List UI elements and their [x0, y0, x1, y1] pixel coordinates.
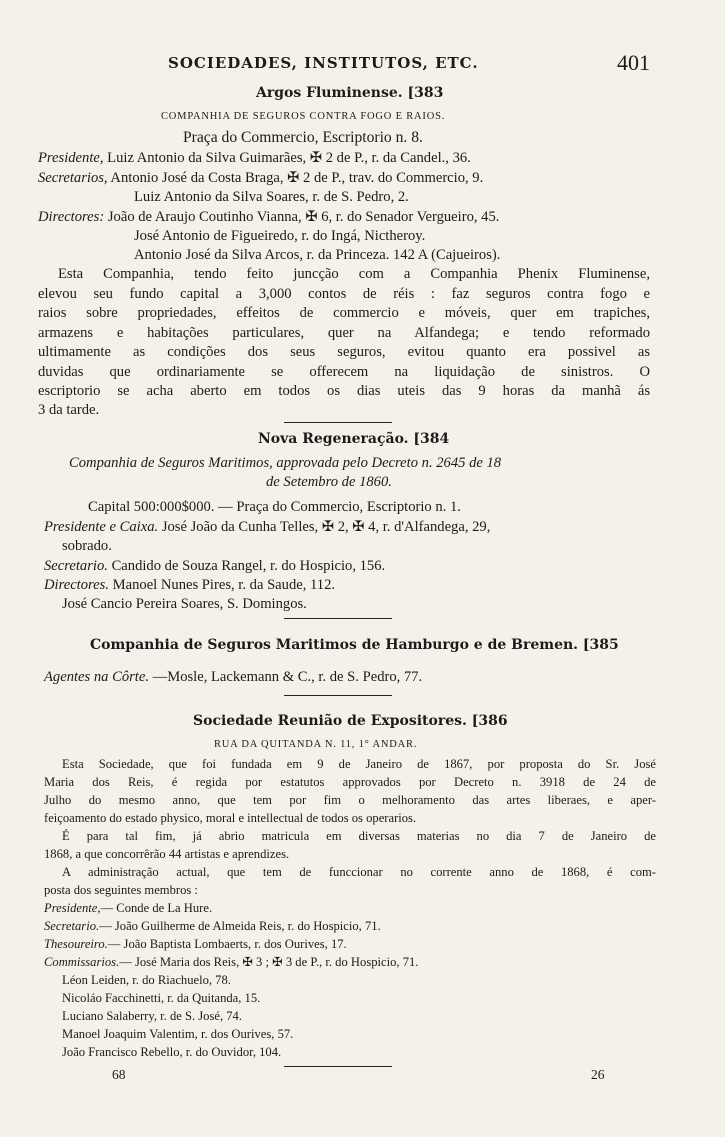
role-label: Directores.: [44, 577, 109, 593]
section-divider: [284, 422, 392, 423]
expositores-entry-member: [62, 974, 231, 987]
section-title-hamburgo: Companhia de Seguros Maritimos de Hamburgo e de Bremen. [385: [90, 637, 619, 653]
role-label: Agentes na Côrte.: [44, 669, 149, 685]
expositores-paragraph-line: posta dos seguintes membros :: [44, 883, 198, 897]
entry-text: — João Baptista Lombaerts, r. dos Ourives, 17.: [107, 937, 347, 951]
entry-text: Antonio José da Costa Braga, ✠ 2 de P., trav. do Commercio, 9.: [110, 170, 484, 186]
argos-paragraph-line: 3 da tarde.: [38, 402, 100, 418]
entry-text: Nicoláo Facchinetti, r. da Quitanda, 15.: [62, 991, 261, 1005]
nova-entry-director-2: [62, 597, 307, 612]
entry-text: Capital 500:000$000. — Praça do Commercio, Escriptorio n. 1.: [88, 499, 461, 515]
page-number: 401: [617, 50, 650, 75]
argos-address: Praça do Commercio, Escriptorio n. 8.: [183, 129, 423, 146]
entry-text: João de Araujo Coutinho Vianna, ✠ 6, r. do Senador Vergueiro, 45.: [107, 209, 500, 225]
expositores-entry-treasurer: [44, 938, 347, 951]
entry-text: — José Maria dos Reis, ✠ 3 ; ✠ 3 de P., r. do Hospicio, 71.: [119, 955, 419, 969]
entry-text: José Antonio de Figueiredo, r. do Ingá, Nictheroy.: [134, 228, 426, 244]
argos-entry-director-3: [134, 248, 500, 263]
hamburgo-agents: [44, 670, 422, 685]
nova-entry-president-2: [62, 539, 112, 554]
section-title-argos: Argos Fluminense. [383: [256, 85, 444, 101]
expositores-paragraph-line: 1868, a que concorrêrão 44 artistas e aprendizes.: [44, 847, 290, 861]
entry-text: Léon Leiden, r. do Riachuelo, 78.: [62, 973, 231, 987]
argos-paragraph-line: Esta Companhia, tendo feito juncção com a Companhia Phenix Fluminense,: [58, 266, 650, 282]
argos-entry-director-2: [134, 229, 425, 244]
entry-text: Luciano Salaberry, r. de S. José, 74.: [62, 1009, 243, 1023]
role-label: Thesoureiro.: [44, 937, 108, 951]
expositores-entry-secretary: [44, 920, 381, 933]
section-divider: [284, 695, 392, 696]
argos-paragraph-line: ultimamente as condições dos seus seguros, evitou quanto era possivel as: [38, 344, 650, 360]
argos-paragraph-line: raios sobre propriedades, effeitos de commercio e móveis, quer em trapiches,: [38, 305, 650, 321]
role-label: Secretarios,: [38, 170, 108, 186]
expositores-entry-commissioners: [44, 956, 418, 969]
expositores-entry-president: [44, 902, 212, 915]
argos-paragraph-line: armazens e habitações particulares, quer na Alfandega; e tendo reformado: [38, 325, 650, 341]
section-subtitle-nova: Companhia de Seguros Maritimos, approvada pelo Decreto n. 2645 de 18: [69, 455, 502, 471]
expositores-paragraph-line: feiçoamento do estado physico, moral e intellectual de todos os operarios.: [44, 811, 417, 825]
section-subtitle-expositores: RUA DA QUITANDA N. 11, 1° ANDAR.: [214, 739, 418, 750]
expositores-paragraph-line: Maria dos Reis, é regida por estatutos approvados por Decreto n. 3918 de 24 de: [44, 775, 656, 789]
expositores-entry-member: [62, 1046, 281, 1059]
argos-paragraph-line: duvidas que ordinariamente se offerecem na liquidação de sinistros. O: [38, 364, 650, 380]
argos-paragraph-line: escriptorio se acha aberto em todos os dias uteis das 9 horas da manhã ás: [38, 383, 650, 399]
argos-entry-secretary: [38, 171, 483, 186]
section-divider: [284, 618, 392, 619]
entry-text: — Conde de La Hure.: [100, 901, 213, 915]
section-subtitle-nova-2: de Setembro de 1860.: [266, 474, 392, 490]
nova-entry-president: [44, 520, 490, 535]
running-title: SOCIEDADES, INSTITUTOS, ETC.: [168, 54, 479, 72]
expositores-paragraph-line: É para tal fim, já abrio matricula em diversas materias no dia 7 de Janeiro de: [62, 829, 656, 843]
entry-text: sobrado.: [62, 538, 112, 554]
argos-paragraph-line: elevou seu fundo capital a 3,000 contos de réis : faz seguros contra fogo e: [38, 286, 650, 302]
expositores-paragraph-line: Julho do mesmo anno, que tem por fim o melhoramento das artes liberaes, e aper-: [44, 793, 656, 807]
entry-text: Manoel Joaquim Valentim, r. dos Ourives, 57.: [62, 1027, 294, 1041]
section-title-expositores: Sociedade Reunião de Expositores. [386: [193, 713, 508, 729]
argos-entry-president: [38, 151, 471, 166]
nova-entry-secretary: [44, 559, 385, 574]
entry-text: José João da Cunha Telles, ✠ 2, ✠ 4, r. d'Alfandega, 29,: [161, 519, 491, 535]
entry-text: José Cancio Pereira Soares, S. Domingos.: [62, 596, 307, 612]
entry-text: Luiz Antonio da Silva Guimarães, ✠ 2 de P., r. da Candel., 36.: [107, 150, 471, 166]
entry-text: — João Guilherme de Almeida Reis, r. do Hospicio, 71.: [99, 919, 381, 933]
entry-text: João Francisco Rebello, r. do Ouvidor, 104.: [62, 1045, 282, 1059]
role-label: Directores:: [38, 209, 105, 225]
argos-entry-secretary-2: [134, 190, 409, 205]
role-label: Presidente,: [38, 150, 104, 166]
section-subtitle-argos: COMPANHIA DE SEGUROS CONTRA FOGO E RAIOS.: [161, 111, 446, 122]
entry-text: Luiz Antonio da Silva Soares, r. de S. Pedro, 2.: [134, 189, 409, 205]
footer-signature-left: 68: [112, 1067, 126, 1082]
section-title-nova: Nova Regeneração. [384: [258, 431, 450, 447]
role-label: Commissarios.: [44, 955, 120, 969]
expositores-entry-member: [62, 992, 260, 1005]
footer-signature-right: 26: [591, 1067, 605, 1082]
entry-text: —Mosle, Lackemann & C., r. de S. Pedro, 77.: [152, 669, 423, 685]
role-label: Secretario.: [44, 919, 100, 933]
entry-text: Candido de Souza Rangel, r. do Hospicio, 156.: [111, 558, 386, 574]
expositores-paragraph-line: Esta Sociedade, que foi fundada em 9 de Janeiro de 1867, por proposta do Sr. José: [62, 757, 656, 771]
nova-entry-directors: [44, 578, 335, 593]
entry-text: Antonio José da Silva Arcos, r. da Princeza. 142 A (Cajueiros).: [134, 247, 501, 263]
expositores-paragraph-line: A administração actual, que tem de funccionar no corrente anno de 1868, é com-: [62, 865, 656, 879]
expositores-entry-member: [62, 1010, 242, 1023]
entry-text: Manoel Nunes Pires, r. da Saude, 112.: [112, 577, 336, 593]
role-label: Secretario.: [44, 558, 108, 574]
role-label: Presidente e Caixa.: [44, 519, 159, 535]
argos-entry-directors: [38, 210, 499, 225]
section-divider: [284, 1066, 392, 1067]
nova-capital: [88, 500, 461, 515]
expositores-entry-member: [62, 1028, 293, 1041]
role-label: Presidente,: [44, 901, 101, 915]
